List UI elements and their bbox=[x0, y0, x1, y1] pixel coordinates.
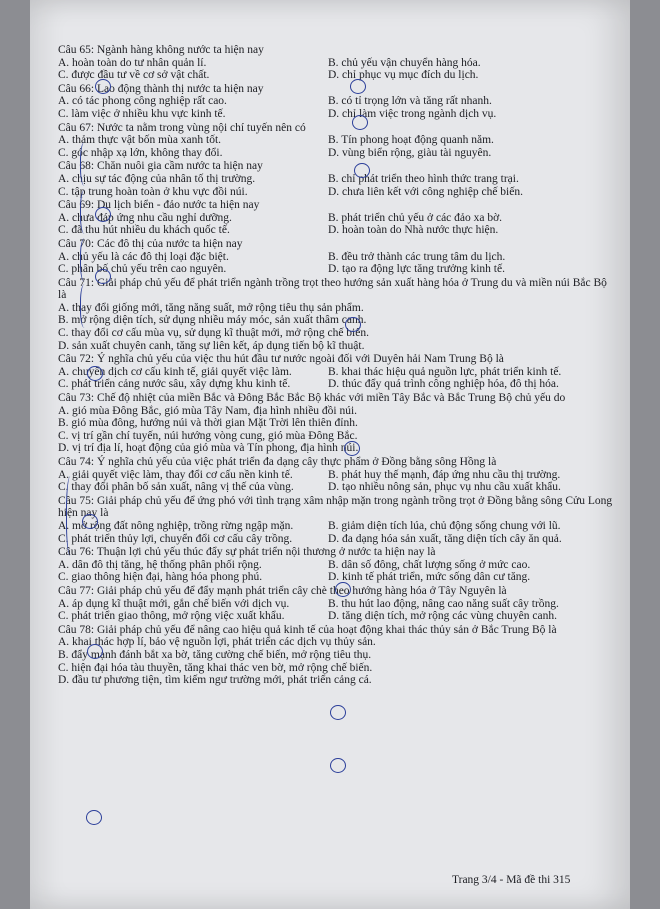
option-c: C. phát triển giao thông, mở rộng việc xuất khẩu. bbox=[58, 610, 285, 623]
question-65 bbox=[58, 44, 618, 82]
question-78 bbox=[58, 624, 618, 687]
question-stem: Câu 78: Giải pháp chủ yếu để nâng cao hiệu quả kinh tế của hoạt động khai thác thủy sản ở Bắc Trung Bộ là bbox=[58, 623, 557, 636]
option-b: B. Tín phong hoạt động quanh năm. bbox=[328, 134, 494, 147]
question-stem: Câu 73: Chế độ nhiệt của miền Bắc và Đông Bắc Bắc Bộ khác với miền Tây Bắc và Bắc Trung Bộ chủ yếu do bbox=[58, 392, 566, 405]
question-70 bbox=[58, 238, 618, 276]
option-a: A. chuyển dịch cơ cấu kinh tế, giải quyết việc làm. bbox=[58, 365, 292, 378]
option-b: B. có tỉ trọng lớn và tăng rất nhanh. bbox=[328, 95, 492, 108]
question-stem: Câu 75: Giải pháp chủ yếu để ứng phó với tình trạng xâm nhập mặn trong ngành trồng trọt ở Đồng bằng sông Cửu Long hiện nay là bbox=[58, 494, 613, 520]
option-d: D. tạo nhiều nông sản, phục vụ nhu cầu xuất khẩu. bbox=[328, 481, 561, 494]
option-d: D. đa dạng hóa sản xuất, tăng diện tích cây ăn quả. bbox=[328, 532, 562, 545]
option-a: A. gió mùa Đông Bắc, gió mùa Tây Nam, địa hình nhiều đồi núi. bbox=[58, 404, 358, 417]
option-d: D. hoàn toàn do Nhà nước thực hiện. bbox=[328, 224, 499, 237]
option-b: B. chủ yếu vận chuyển hàng hóa. bbox=[328, 56, 481, 69]
option-c: C. thay đổi cơ cấu mùa vụ, sử dụng kĩ thuật mới, mở rộng chế biến. bbox=[58, 327, 369, 340]
option-a: A. chịu sự tác động của nhân tố thị trường. bbox=[58, 172, 256, 185]
option-d: D. tăng diện tích, mở rộng các vùng chuyên canh. bbox=[328, 610, 557, 623]
question-stem: Câu 66: Lao động thành thị nước ta hiện nay bbox=[58, 82, 264, 95]
question-71 bbox=[58, 277, 618, 353]
page-footer: Trang 3/4 - Mã đề thi 315 bbox=[452, 874, 571, 886]
option-a: A. hoàn toàn do tư nhân quản lí. bbox=[58, 56, 207, 69]
option-b: B. giảm diện tích lúa, chủ động sống chung với lũ. bbox=[328, 519, 561, 532]
question-72 bbox=[58, 353, 618, 391]
question-68 bbox=[58, 160, 618, 198]
question-76 bbox=[58, 546, 618, 584]
question-77 bbox=[58, 585, 618, 623]
option-a: A. giải quyết việc làm, thay đổi cơ cấu nền kinh tế. bbox=[58, 468, 293, 481]
option-d: D. đầu tư phương tiện, tìm kiếm ngư trường mới, phát triển cảng cá. bbox=[58, 674, 372, 687]
option-d: D. sản xuất chuyên canh, tăng sự liên kết, áp dụng tiến bộ kĩ thuật. bbox=[58, 339, 365, 352]
question-74 bbox=[58, 456, 618, 494]
option-a: A. dân đô thị tăng, hệ thống phân phối rộng. bbox=[58, 558, 262, 571]
option-b: B. đẩy mạnh đánh bắt xa bờ, tăng cường chế biến, mở rộng tiêu thụ. bbox=[58, 648, 372, 661]
option-c: C. đã thu hút nhiều du khách quốc tế. bbox=[58, 224, 230, 237]
option-d: D. vị trí địa lí, hoạt động của gió mùa và Tín phong, địa hình núi. bbox=[58, 442, 359, 455]
option-d: D. thúc đẩy quá trình công nghiệp hóa, đô thị hóa. bbox=[328, 378, 559, 391]
option-a: A. áp dụng kĩ thuật mới, gắn chế biến với dịch vụ. bbox=[58, 597, 290, 610]
option-a: A. có tác phong công nghiệp rất cao. bbox=[58, 95, 227, 108]
question-stem: Câu 68: Chăn nuôi gia cầm nước ta hiện nay bbox=[58, 160, 263, 173]
option-c: C. phát triển thủy lợi, chuyển đổi cơ cấu cây trồng. bbox=[58, 532, 293, 545]
question-67 bbox=[58, 122, 618, 160]
option-b: B. chỉ phát triển theo hình thức trang trại. bbox=[328, 172, 519, 185]
question-stem: Câu 71: Giải pháp chủ yếu để phát triển ngành trồng trọt theo hướng sản xuất hàng hóa ở Trung du và miền núi Bắc Bộ là bbox=[58, 276, 607, 302]
option-d: D. tạo ra động lực tăng trưởng kinh tế. bbox=[328, 263, 505, 276]
option-d: D. chỉ làm việc trong ngành dịch vụ. bbox=[328, 107, 497, 120]
option-a: A. thảm thực vật bốn mùa xanh tốt. bbox=[58, 134, 222, 147]
option-d: D. chỉ phục vụ mục đích du lịch. bbox=[328, 69, 479, 82]
option-c: C. phân bố chủ yếu trên cao nguyên. bbox=[58, 263, 227, 276]
question-69 bbox=[58, 199, 618, 237]
question-75 bbox=[58, 495, 618, 545]
option-a: A. khai thác hợp lí, bảo vệ nguồn lợi, phát triển các dịch vụ thủy sản. bbox=[58, 636, 376, 649]
option-d: D. vùng biển rộng, giàu tài nguyên. bbox=[328, 146, 492, 159]
option-d: D. kinh tế phát triển, mức sống dân cư tăng. bbox=[328, 571, 531, 584]
option-c: C. góc nhập xạ lớn, không thay đổi. bbox=[58, 146, 223, 159]
option-c: C. giao thông hiện đại, hàng hóa phong phú. bbox=[58, 571, 263, 584]
option-c: C. tập trung hoàn toàn ở khu vực đồi núi. bbox=[58, 185, 248, 198]
question-stem: Câu 65: Ngành hàng không nước ta hiện nay bbox=[58, 44, 264, 56]
option-b: B. dân số đông, chất lượng sống ở mức cao. bbox=[328, 558, 531, 571]
option-b: B. gió mùa đông, hướng núi và thời gian Mặt Trời lên thiên đỉnh. bbox=[58, 417, 358, 430]
option-b: B. thu hút lao động, nâng cao năng suất cây trồng. bbox=[328, 597, 559, 610]
option-b: B. mở rộng diện tích, sử dụng nhiều máy móc, sản xuất thâm canh. bbox=[58, 314, 367, 327]
option-a: A. mở rộng đất nông nghiệp, trồng rừng ngập mặn. bbox=[58, 519, 294, 532]
option-c: C. thay đổi phân bố sản xuất, nâng vị thế của vùng. bbox=[58, 481, 294, 494]
option-b: B. phát huy thế mạnh, đáp ứng nhu cầu thị trường. bbox=[328, 468, 561, 481]
option-a: A. chủ yếu là các đô thị loại đặc biệt. bbox=[58, 250, 229, 263]
option-c: C. được đầu tư về cơ sở vật chất. bbox=[58, 69, 210, 82]
option-a: A. chưa đáp ứng nhu cầu nghỉ dưỡng. bbox=[58, 211, 232, 224]
question-66 bbox=[58, 83, 618, 121]
option-c: C. vị trí gần chí tuyến, núi hướng vòng cung, gió mùa Đông Bắc. bbox=[58, 429, 358, 442]
option-a: A. thay đổi giống mới, tăng năng suất, mở rộng tiêu thụ sản phẩm. bbox=[58, 301, 364, 314]
question-stem: Câu 74: Ý nghĩa chủ yếu của việc phát triển đa dạng cây thực phẩm ở Đồng bằng sông Hồng là bbox=[58, 456, 497, 468]
question-stem: Câu 70: Các đô thị của nước ta hiện nay bbox=[58, 237, 243, 250]
question-stem: Câu 69: Du lịch biển - đảo nước ta hiện nay bbox=[58, 199, 260, 212]
question-stem: Câu 77: Giải pháp chủ yếu để đẩy mạnh phát triển cây chè theo hướng hàng hóa ở Tây Nguyên là bbox=[58, 584, 507, 597]
question-73 bbox=[58, 392, 618, 455]
option-c: C. hiện đại hóa tàu thuyền, tăng khai thác ven bờ, mở rộng chế biến. bbox=[58, 661, 373, 674]
question-list bbox=[58, 44, 618, 688]
question-stem: Câu 67: Nước ta nằm trong vùng nội chí tuyến nên có bbox=[58, 121, 306, 134]
option-d: D. chưa liên kết với công nghiệp chế biến. bbox=[328, 185, 523, 198]
option-c: C. phát triển cảng nước sâu, xây dựng khu kinh tế. bbox=[58, 378, 291, 391]
option-b: B. đều trở thành các trung tâm du lịch. bbox=[328, 250, 506, 263]
option-b: B. khai thác hiệu quả nguồn lực, phát triển kinh tế. bbox=[328, 365, 562, 378]
question-stem: Câu 72: Ý nghĩa chủ yếu của việc thu hút đầu tư nước ngoài đối với Duyên hải Nam Trung Bộ là bbox=[58, 353, 504, 366]
option-b: B. phát triển chủ yếu ở các đảo xa bờ. bbox=[328, 211, 503, 224]
question-stem: Câu 76: Thuận lợi chủ yếu thúc đẩy sự phát triển nội thương ở nước ta hiện nay là bbox=[58, 546, 436, 559]
option-c: C. làm việc ở nhiều khu vực kinh tế. bbox=[58, 107, 226, 120]
